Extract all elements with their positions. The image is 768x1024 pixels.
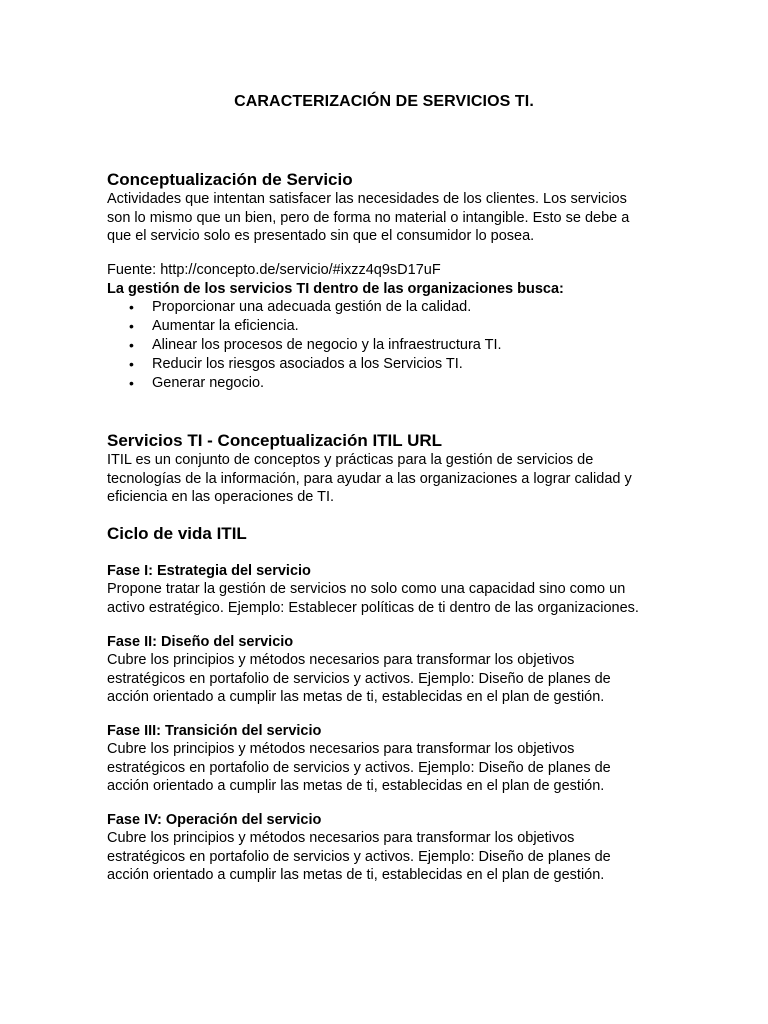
phase-description	[107, 829, 667, 885]
paragraph-line: estratégicos en portafolio de servicios y activos. Ejemplo: Diseño de planes de	[107, 670, 611, 687]
paragraph-line: ITIL es un conjunto de conceptos y prácticas para la gestión de servicios de	[107, 452, 594, 468]
paragraph-line: acción orientado a cumplir las metas de ti, establecidas en el plan de gestión.	[107, 867, 605, 883]
paragraph-line: activo estratégico. Ejemplo: Establecer políticas de ti dentro de las organizaciones.	[107, 599, 639, 616]
paragraph-line: tecnologías de la información, para ayudar a las organizaciones a lograr calidad y	[107, 470, 632, 487]
phase-block	[107, 722, 667, 796]
list-item	[107, 374, 667, 393]
bullet-icon: •	[129, 375, 134, 391]
paragraph-line: acción orientado a cumplir las metas de ti, establecidas en el plan de gestión.	[107, 778, 605, 794]
list-item-text: Reducir los riesgos asociados a los Servicios TI.	[152, 356, 463, 372]
paragraph-line: Cubre los principios y métodos necesarios para transformar los objetivos	[107, 830, 575, 846]
section-heading: Conceptualización de Servicio	[107, 170, 353, 189]
list-item	[107, 317, 667, 336]
list-item-text: Generar negocio.	[152, 375, 265, 391]
list-item	[107, 298, 667, 317]
paragraph-line: Actividades que intentan satisfacer las necesidades de los clientes. Los servicios	[107, 191, 627, 207]
paragraph-line: Cubre los principios y métodos necesarios para transformar los objetivos	[107, 741, 575, 757]
section-itil-lifecycle	[107, 524, 667, 544]
paragraph-line: Propone tratar la gestión de servicios no solo como una capacidad sino como un	[107, 581, 626, 597]
list-item	[107, 336, 667, 355]
section-paragraph	[107, 190, 667, 246]
bullet-icon: •	[129, 337, 134, 353]
goals-intro: La gestión de los servicios TI dentro de las organizaciones busca:	[107, 280, 564, 297]
paragraph-line: son lo mismo que un bien, pero de forma no material o intangible. Esto se debe a	[107, 209, 630, 226]
paragraph-line: estratégicos en portafolio de servicios y activos. Ejemplo: Diseño de planes de	[107, 759, 611, 776]
phase-title: Fase I: Estrategia del servicio	[107, 563, 311, 579]
section-itil-concept	[107, 431, 667, 507]
phase-block	[107, 811, 667, 885]
section-paragraph	[107, 451, 667, 507]
phase-description	[107, 580, 667, 617]
bullet-icon: •	[129, 318, 134, 334]
phase-title: Fase IV: Operación del servicio	[107, 812, 322, 828]
source-citation: Fuente: http://concepto.de/servicio/#ixzz4q9sD17uF	[107, 262, 441, 278]
section-heading: Ciclo de vida ITIL	[107, 524, 247, 543]
bullet-icon: •	[129, 299, 134, 315]
list-item-text: Proporcionar una adecuada gestión de la calidad.	[152, 299, 472, 315]
document-title: CARACTERIZACIÓN DE SERVICIOS TI.	[234, 93, 534, 110]
section-service-concept	[107, 170, 667, 246]
goals-list	[107, 298, 667, 393]
list-item-text: Aumentar la eficiencia.	[152, 318, 299, 334]
phase-title: Fase II: Diseño del servicio	[107, 634, 294, 650]
list-item	[107, 355, 667, 374]
paragraph-line: acción orientado a cumplir las metas de ti, establecidas en el plan de gestión.	[107, 689, 605, 705]
phase-block	[107, 562, 667, 617]
phase-description	[107, 651, 667, 707]
paragraph-line: Cubre los principios y métodos necesarios para transformar los objetivos	[107, 652, 575, 668]
phase-block	[107, 633, 667, 707]
paragraph-line: eficiencia en las operaciones de TI.	[107, 489, 335, 505]
list-item-text: Alinear los procesos de negocio y la infraestructura TI.	[152, 337, 502, 353]
phase-title: Fase III: Transición del servicio	[107, 723, 322, 739]
paragraph-line: estratégicos en portafolio de servicios y activos. Ejemplo: Diseño de planes de	[107, 848, 611, 865]
bullet-icon: •	[129, 356, 134, 372]
source-block	[107, 261, 667, 393]
phase-description	[107, 740, 667, 796]
section-heading: Servicios TI - Conceptualización ITIL URL	[107, 431, 443, 450]
paragraph-line: que el servicio solo es presentado sin que el consumidor lo posea.	[107, 228, 535, 244]
